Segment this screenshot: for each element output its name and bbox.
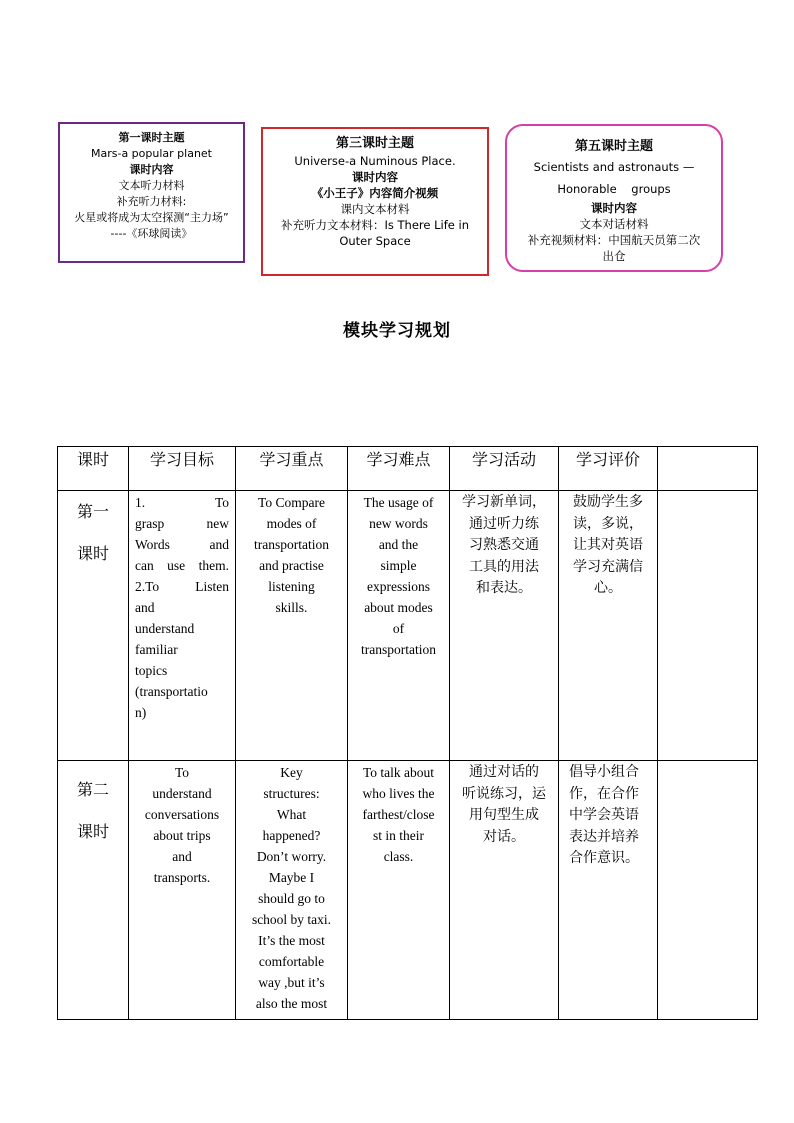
cell-line: and the [378,537,419,552]
cell-line: understand [135,621,195,636]
lesson1-theme-title: 第一课时主题 [118,131,185,144]
header-cell: 学习重点 [236,447,348,491]
lesson3-video: 《小王子》内容简介视频 [311,186,439,200]
cell-line: 和表达。 [476,580,532,596]
cell-line: 听说练习，运 [462,785,546,802]
lesson3-supp-line2: Outer Space [339,234,411,248]
lesson5-supp-line1: 补充视频材料：中国航天员第二次 [527,233,701,247]
cell-line: listening [268,579,315,594]
lesson5-theme-box [505,124,723,272]
cell-line: transportation [254,537,329,552]
lesson3-content-label: 课时内容 [352,170,398,184]
activity-cell [450,761,559,1020]
header-cell: 课时 [58,447,129,491]
header-cell [658,447,758,491]
cell-line: of [392,621,405,636]
cell-line: To talk about [362,765,435,780]
cell-line: way ,but it’s [258,975,325,990]
table-row [58,491,758,761]
cell-line: farthest/close [362,807,435,822]
evaluation-cell [559,761,658,1020]
cell-line: expressions [367,579,430,594]
cell-line: 2.To Listen [135,579,229,594]
cell-line: The usage of [363,495,434,510]
cell-line: understand [152,786,212,801]
cell-line: simple [380,558,417,573]
lesson-label: 课时 [76,822,109,841]
lesson-label: 课时 [76,544,109,563]
focus-cell [236,491,348,761]
lesson1-material: 文本听力材料 [118,179,185,192]
cell-line: can use them. [135,558,229,573]
lesson1-content-label: 课时内容 [129,163,174,176]
cell-line: 读，多说， [573,515,643,532]
goal-cell [129,761,236,1020]
cell-line: 心。 [594,580,622,596]
cell-line: Key [280,765,303,780]
empty-cell [658,761,758,1020]
activity-cell [450,491,559,761]
cell-line: 合作意识。 [569,850,639,866]
lesson3-theme-box [261,127,489,276]
page-title: 模块学习规划 [343,321,451,341]
cell-line: should go to [258,891,325,906]
cell-line: new words [369,516,428,531]
lesson1-theme-box [58,122,245,263]
cell-line: To Compare [258,495,325,510]
cell-line: who lives the [362,786,435,801]
lesson1-theme-name: Mars-a popular planet [90,147,212,160]
lesson1-supp-line1: 火星或将成为太空探测“主力场” [74,211,229,224]
cell-line: Don’t worry. [256,849,327,864]
cell-line: transports. [153,870,211,885]
cell-line: and [172,849,192,864]
cell-line: and practise [259,558,324,573]
cell-line: 表达并培养 [569,828,639,845]
cell-line: 倡导小组合 [569,764,639,780]
cell-line: It’s the most [258,933,325,948]
cell-line: comfortable [258,954,325,969]
cell-line: conversations [144,807,220,822]
cell-line: about modes [364,600,433,615]
lesson3-theme-title: 第三课时主题 [335,136,414,151]
cell-line: st in their [373,828,424,843]
cell-line: 让其对英语 [573,537,643,553]
header-cell: 学习难点 [348,447,450,491]
cell-line: 用句型生成 [469,807,539,823]
cell-line: n) [135,705,147,720]
lesson1-supp-label: 补充听力材料: [116,195,187,208]
lesson5-theme-line2: Honorable groups [557,182,671,196]
table-row [58,761,758,1020]
cell-line: modes of [266,516,317,531]
lesson5-content-label: 课时内容 [591,201,637,215]
cell-line: 鼓励学生多 [573,494,643,510]
cell-line: skills. [275,600,308,615]
module-plan-table [57,446,758,1020]
cell-line: 中学会英语 [569,807,639,823]
cell-line: 对话。 [483,828,525,845]
lesson5-supp-line2: 出仓 [602,249,626,263]
cell-line: (transportatio [135,684,208,699]
lesson3-theme-name: Universe-a Numinous Place. [294,154,456,168]
difficulty-cell [348,491,450,761]
cell-line: 学习充满信 [573,558,643,575]
cell-line: 通过对话的 [469,764,539,780]
lesson5-material: 文本对话材料 [579,217,649,231]
cell-line: class. [383,849,414,864]
cell-line: also the most [255,996,328,1011]
lesson-cell [58,491,129,761]
header-cell: 学习目标 [129,447,236,491]
cell-line: Maybe I [268,870,315,885]
lesson-label: 第二 [76,780,109,799]
lesson1-supp-line2: ----《环球阅读》 [110,227,193,240]
cell-line: What [276,807,307,822]
cell-line: transportation [361,642,436,657]
header-cell: 学习评价 [559,447,658,491]
cell-line: 作，在合作 [569,785,639,802]
table-header-row [58,447,758,491]
lesson-label: 第一 [76,502,109,521]
cell-line: school by taxi. [251,912,332,927]
cell-line: 工具的用法 [469,558,539,575]
evaluation-cell [559,491,658,761]
lesson5-theme-line1: Scientists and astronauts — [533,160,695,174]
lesson-cell [58,761,129,1020]
cell-line: 习熟悉交通 [469,537,539,553]
lesson3-supp-line1: 补充听力文本材料：Is There Life in [281,218,469,232]
cell-line: 学习新单词， [462,494,546,510]
lesson5-theme-title: 第五课时主题 [574,139,653,154]
focus-cell [236,761,348,1020]
cell-line: 1. To [135,495,229,510]
goal-cell [129,491,236,761]
header-cell: 学习活动 [450,447,559,491]
difficulty-cell [348,761,450,1020]
cell-line: structures: [263,786,320,801]
cell-line: topics [135,663,168,678]
cell-line: To [174,765,190,780]
cell-line: and [135,600,155,615]
cell-line: familiar [135,642,178,657]
lesson3-text-material: 课内文本材料 [340,202,410,216]
cell-line: happened? [262,828,321,843]
cell-line: 通过听力练 [469,515,539,532]
cell-line: Words and [135,537,229,552]
cell-line: grasp new [135,516,229,531]
cell-line: about trips [153,828,211,843]
empty-cell [658,491,758,761]
